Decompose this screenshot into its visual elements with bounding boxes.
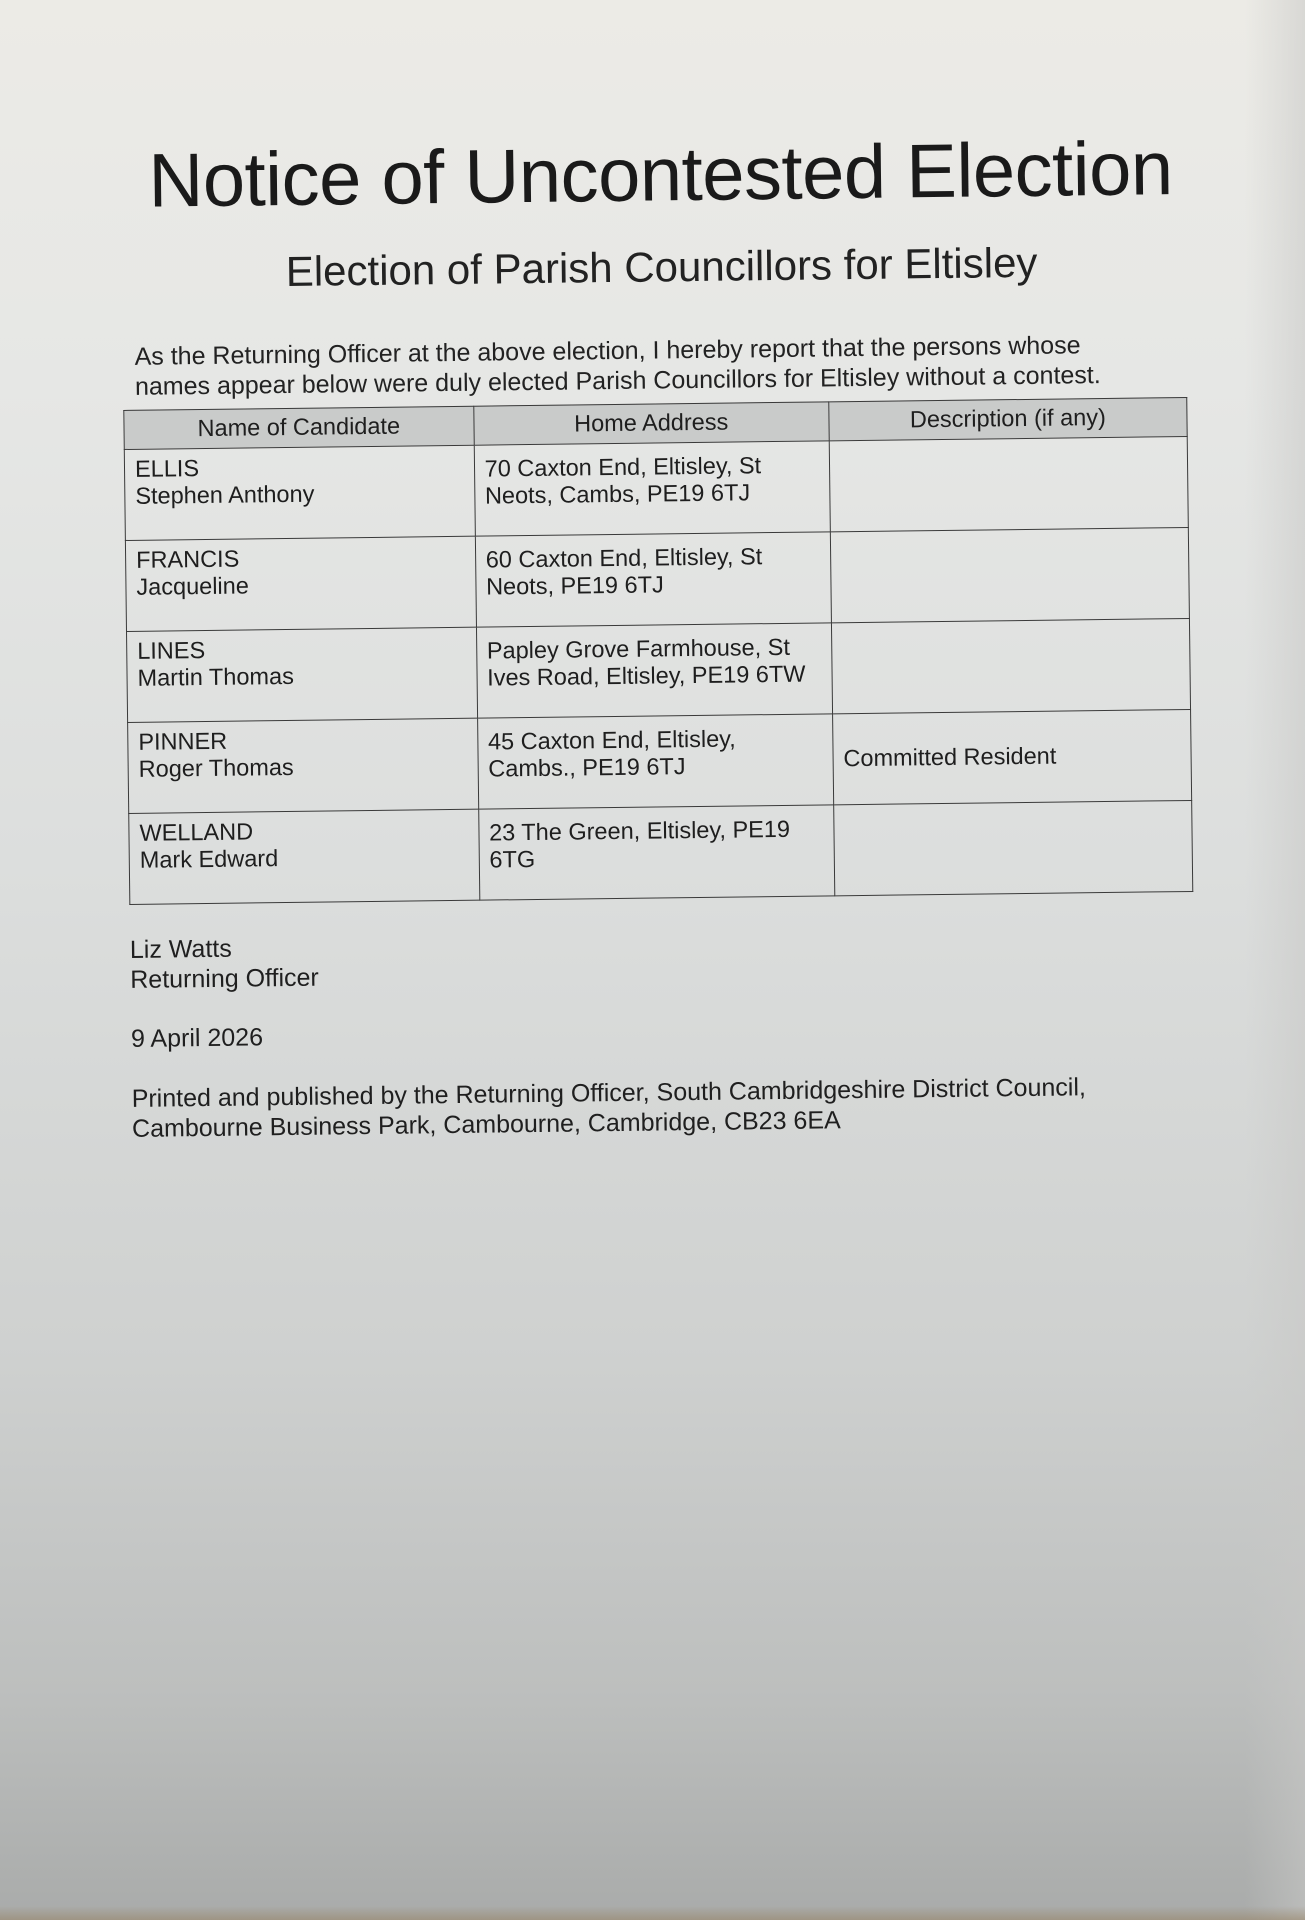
candidate-name-cell — [125, 536, 476, 631]
candidate-description-cell — [829, 436, 1188, 531]
returning-officer-role: Returning Officer — [130, 963, 319, 994]
candidate-address-cell — [474, 440, 830, 535]
candidate-name-cell — [124, 445, 475, 540]
candidate-surname: WELLAND — [139, 818, 254, 846]
returning-officer-name: Liz Watts — [129, 934, 232, 964]
table-row — [129, 800, 1193, 904]
candidate-surname: ELLIS — [134, 454, 200, 482]
candidate-name-cell — [126, 627, 477, 722]
candidate-address-cell — [475, 531, 831, 626]
notice-date: 9 April 2026 — [130, 1022, 264, 1053]
table-row — [126, 618, 1190, 722]
candidate-address-cell — [478, 804, 834, 899]
candidate-description-cell — [833, 800, 1192, 895]
candidate-surname: LINES — [137, 636, 206, 664]
header-description: Description (if any) — [829, 397, 1188, 440]
candidate-surname: FRANCIS — [135, 545, 240, 573]
candidate-address-cell — [476, 622, 832, 717]
table-row — [128, 709, 1192, 813]
signoff-block — [130, 921, 1211, 994]
candidate-description-cell — [831, 618, 1190, 713]
imprint-line: Cambourne Business Park, Cambourne, Cambridge, CB23 6EA — [131, 1105, 841, 1143]
election-notice — [120, 127, 1212, 1144]
candidate-description-cell — [830, 527, 1189, 622]
intro-paragraph — [122, 328, 1203, 401]
header-name-of-candidate: Name of Candidate — [124, 406, 474, 449]
imprint-line: Printed and published by the Returning Officer, South Cambridgeshire District Council, — [131, 1072, 1087, 1113]
intro-line: names appear below were duly elected Parish Councillors for Eltisley without a contest. — [134, 360, 1101, 401]
candidate-address-cell — [477, 713, 833, 808]
header-home-address: Home Address — [473, 401, 829, 444]
intro-line: As the Returning Officer at the above election, I hereby report that the persons whose — [134, 330, 1081, 371]
candidate-description-cell: Committed Resident — [832, 709, 1191, 804]
candidate-forenames: Martin Thomas — [137, 662, 295, 691]
candidate-name-cell — [128, 718, 479, 813]
notice-subtitle: Election of Parish Councillors for Eltisley — [285, 238, 1038, 295]
candidate-forenames: Roger Thomas — [138, 753, 294, 782]
address-line: 70 Caxton End, Eltisley, St — [484, 451, 762, 482]
address-line: 6TG — [489, 845, 536, 873]
candidate-forenames: Mark Edward — [139, 844, 279, 873]
paper-edge-bottom — [0, 1906, 1305, 1920]
address-line: 23 The Green, Eltisley, PE19 — [488, 815, 791, 846]
address-line: Papley Grove Farmhouse, St — [486, 633, 791, 664]
candidate-forenames: Stephen Anthony — [135, 480, 315, 509]
address-line: Neots, PE19 6TJ — [485, 570, 664, 600]
candidate-surname: PINNER — [138, 727, 228, 755]
address-line: 60 Caxton End, Eltisley, St — [485, 542, 763, 573]
address-line: Neots, Cambs, PE19 6TJ — [484, 478, 751, 509]
imprint-block — [132, 1070, 1213, 1143]
address-line: Ives Road, Eltisley, PE19 6TW — [487, 660, 806, 691]
address-line: Cambs., PE19 6TJ — [488, 752, 686, 782]
candidate-forenames: Jacqueline — [136, 572, 249, 600]
candidates-table — [123, 397, 1193, 905]
paper-shadow-right — [1245, 0, 1305, 1920]
table-row — [125, 527, 1189, 631]
table-row — [124, 436, 1188, 540]
address-line: 45 Caxton End, Eltisley, — [487, 725, 736, 755]
candidate-name-cell — [129, 809, 480, 904]
notice-title: Notice of Uncontested Election — [147, 126, 1174, 224]
